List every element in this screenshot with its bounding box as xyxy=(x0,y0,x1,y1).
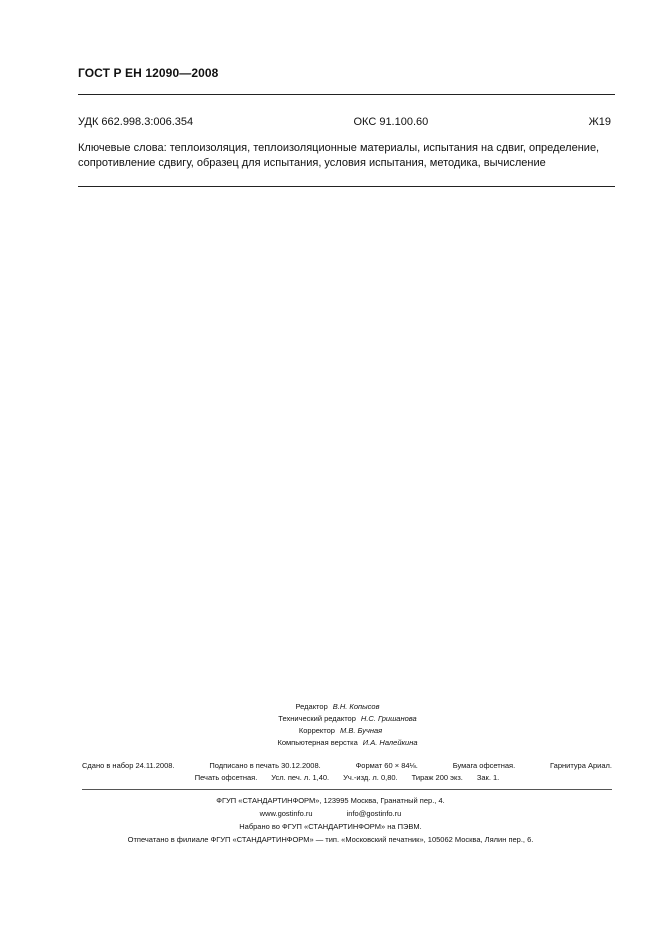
publication-info xyxy=(82,760,612,784)
printed-note: Отпечатано в филиале ФГУП «СТАНДАРТИНФОРМ» — тип. «Московский печатник», 105062 Москва, Лялин пер., 6. xyxy=(127,835,534,844)
typeface: Гарнитура Ариал. xyxy=(550,761,612,770)
credit-role: Компьютерная верстка xyxy=(277,738,358,747)
document-id: ГОСТ Р ЕН 12090—2008 xyxy=(78,66,219,80)
classification-line xyxy=(78,116,611,128)
credit-person: Н.С. Гришанова xyxy=(360,714,417,723)
credit-role: Редактор xyxy=(295,702,328,711)
bottom-divider xyxy=(78,186,615,187)
credit-corrector xyxy=(0,725,661,737)
credit-layout xyxy=(0,737,661,749)
website-link[interactable]: www.gostinfo.ru xyxy=(259,809,313,818)
credit-person: И.А. Налейкина xyxy=(362,738,418,747)
credit-person: М.В. Бучная xyxy=(339,726,383,735)
printer-address: ФГУП «СТАНДАРТИНФОРМ», 123995 Москва, Гранатный пер., 4. xyxy=(216,796,445,805)
publishing-sheets: Уч.-изд. л. 0,80. xyxy=(343,773,398,782)
email-link[interactable]: info@gostinfo.ru xyxy=(346,809,402,818)
paper-type: Бумага офсетная. xyxy=(452,761,516,770)
keywords-line: Ключевые слова: теплоизоляция, теплоизоляционные материалы, испытания на сдвиг, определение, xyxy=(78,142,600,154)
credit-role: Корректор xyxy=(298,726,335,735)
udc-code: УДК 662.998.3:006.354 xyxy=(78,116,194,128)
credit-person: В.Н. Копысов xyxy=(332,702,380,711)
print-run: Тираж 200 экз. xyxy=(411,773,463,782)
credits-block xyxy=(0,701,661,749)
publication-row xyxy=(82,760,612,772)
top-divider xyxy=(78,94,615,95)
imprint-divider xyxy=(82,789,612,790)
credit-tech-editor xyxy=(0,713,661,725)
keywords-block xyxy=(78,141,618,171)
signed-date: Подписано в печать 30.12.2008. xyxy=(209,761,321,770)
printer-info xyxy=(0,794,661,846)
printer-contacts xyxy=(0,807,661,820)
keywords-line: сопротивление сдвигу, образец для испытания, условия испытания, методика, вычисление xyxy=(78,157,546,169)
credit-editor xyxy=(0,701,661,713)
print-type: Печать офсетная. xyxy=(194,773,258,782)
credit-role: Технический редактор xyxy=(278,714,356,723)
order-number: Зак. 1. xyxy=(476,773,500,782)
group-code: Ж19 xyxy=(588,116,611,128)
typeset-date: Сдано в набор 24.11.2008. xyxy=(82,761,175,770)
publication-row xyxy=(82,772,612,784)
typeset-note: Набрано во ФГУП «СТАНДАРТИНФОРМ» на ПЭВМ. xyxy=(239,822,422,831)
page-format: Формат 60 × 84⅛. xyxy=(355,761,418,770)
oks-code: ОКС 91.100.60 xyxy=(353,116,429,128)
printed-sheets: Усл. печ. л. 1,40. xyxy=(271,773,330,782)
